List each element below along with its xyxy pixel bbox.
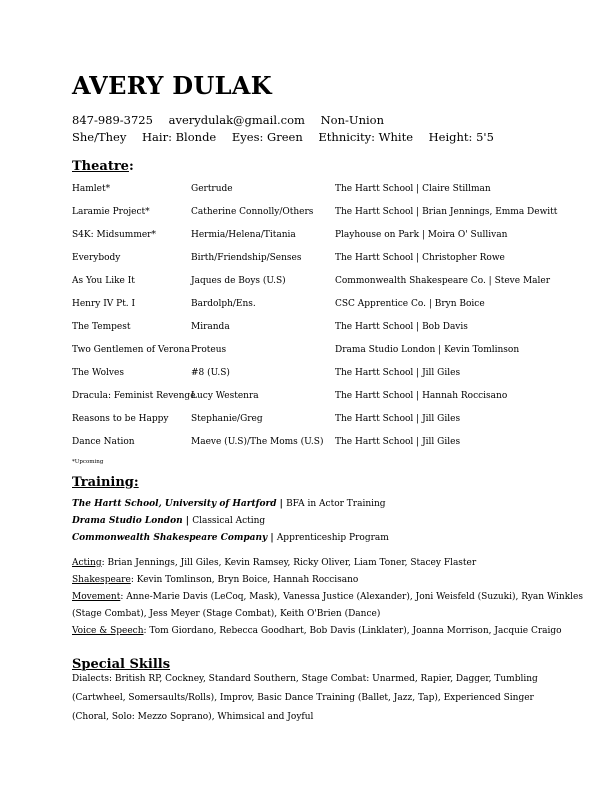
training-school: The Hartt School, University of Hartford — [72, 499, 277, 509]
teacher-line — [72, 591, 583, 603]
theatre-row — [0, 320, 612, 334]
theatre-row — [0, 274, 612, 288]
theatre-heading-text: Theatre — [72, 159, 129, 174]
upcoming-note: *Upcoming — [72, 459, 104, 465]
theatre-venue: The Hartt School | Hannah Roccisano — [335, 391, 508, 401]
theatre-role: Birth/Friendship/Senses — [191, 253, 302, 263]
training-separator: | — [182, 516, 193, 526]
training-heading: Training: — [72, 475, 139, 490]
theatre-role: Maeve (U.S)/The Moms (U.S) — [191, 437, 324, 447]
theatre-row — [0, 251, 612, 265]
theatre-role: Gertrude — [191, 184, 233, 194]
theatre-venue: The Hartt School | Bob Davis — [335, 322, 468, 332]
theatre-show: Dracula: Feminist Revenge — [72, 391, 196, 401]
contact-line — [72, 113, 396, 127]
theatre-row — [0, 389, 612, 403]
theatre-venue: CSC Apprentice Co. | Bryn Boice — [335, 299, 485, 309]
teacher-category: Movement — [72, 592, 121, 602]
theatre-row — [0, 228, 612, 242]
stats-line — [72, 130, 506, 144]
theatre-row — [0, 205, 612, 219]
training-school: Commonwealth Shakespeare Company — [72, 533, 268, 543]
pronouns: She/They — [72, 130, 127, 144]
training-program — [72, 532, 389, 544]
training-program-name: Apprenticeship Program — [276, 533, 389, 543]
theatre-show: The Wolves — [72, 368, 124, 378]
theatre-role: Proteus — [191, 345, 227, 355]
theatre-role: Jaques de Boys (U.S) — [191, 276, 286, 286]
theatre-role: Lucy Westenra — [191, 391, 259, 401]
theatre-venue: The Hartt School | Brian Jennings, Emma Dewitt — [335, 207, 558, 217]
theatre-role: Stephanie/Greg — [191, 414, 263, 424]
theatre-show: Henry IV Pt. I — [72, 299, 136, 309]
training-program — [72, 515, 265, 527]
teacher-names: : Anne-Marie Davis (LeCoq, Mask), Vanessa Justice (Alexander), Joni Weisfeld (Suzuki), Ryan Winkles — [120, 592, 583, 602]
teacher-line — [72, 625, 562, 637]
theatre-venue: Drama Studio London | Kevin Tomlinson — [335, 345, 520, 355]
actor-name: AVERY DULAK — [72, 71, 272, 100]
teacher-category: Acting — [72, 558, 102, 568]
theatre-role: Hermia/Helena/Titania — [191, 230, 296, 240]
theatre-venue: The Hartt School | Jill Giles — [335, 368, 461, 378]
teacher-names: : Tom Giordano, Rebecca Goodhart, Bob Davis (Linklater), Joanna Morrison, Jacquie Craigo — [143, 626, 562, 636]
teacher-category: Shakespeare — [72, 575, 131, 585]
eye-color: Eyes: Green — [231, 130, 303, 144]
theatre-venue: The Hartt School | Claire Stillman — [335, 184, 491, 194]
teacher-names: : Kevin Tomlinson, Bryn Boice, Hannah Roccisano — [130, 575, 359, 585]
hair-color: Hair: Blonde — [142, 130, 217, 144]
theatre-show: Reasons to be Happy — [72, 414, 169, 424]
theatre-row — [0, 435, 612, 449]
theatre-venue: Playhouse on Park | Moira O' Sullivan — [335, 230, 508, 240]
special-skills-text: Dialects: British RP, Cockney, Standard Southern, Stage Combat: Unarmed, Rapier, Dagger, Tumbling (Cartwheel, Somersaults/Rolls), Improv, Basic Dance Training (Ballet, Jazz, Tap), Experienced Singer (Choral, Solo: Mezzo Soprano), Whimsical and Joyful — [72, 674, 538, 722]
theatre-show: Hamlet* — [72, 184, 111, 194]
theatre-show: Everybody — [72, 253, 121, 263]
height: Height: 5'5 — [428, 130, 494, 144]
teacher-category: Voice & Speech — [72, 626, 144, 636]
theatre-role: Bardolph/Ens. — [191, 299, 256, 309]
teacher-line — [72, 557, 476, 569]
theatre-show: Dance Nation — [72, 437, 135, 447]
theatre-role: Catherine Connolly/Others — [191, 207, 314, 217]
theatre-row — [0, 412, 612, 426]
teacher-line — [72, 574, 358, 586]
ethnicity: Ethnicity: White — [318, 130, 413, 144]
teacher-names: : Brian Jennings, Jill Giles, Kevin Ramsey, Ricky Oliver, Liam Toner, Stacey Flaster — [101, 558, 477, 568]
theatre-row — [0, 366, 612, 380]
theatre-venue: The Hartt School | Jill Giles — [335, 414, 461, 424]
teacher-line — [72, 608, 380, 620]
theatre-heading-colon: : — [128, 159, 134, 174]
theatre-venue: Commonwealth Shakespeare Co. | Steve Maler — [335, 276, 551, 286]
theatre-show: Two Gentlemen of Verona — [72, 345, 190, 355]
theatre-heading — [72, 159, 134, 175]
theatre-show: S4K: Midsummer* — [72, 230, 156, 240]
training-school: Drama Studio London — [72, 516, 183, 526]
training-program-name: Classical Acting — [192, 516, 266, 526]
theatre-row — [0, 297, 612, 311]
training-program-name: BFA in Actor Training — [286, 499, 386, 509]
teacher-names: (Stage Combat), Jess Meyer (Stage Combat), Keith O'Brien (Dance) — [72, 609, 381, 619]
theatre-row — [0, 182, 612, 196]
theatre-role: #8 (U.S) — [191, 368, 230, 378]
theatre-venue: The Hartt School | Christopher Rowe — [335, 253, 505, 263]
theatre-role: Miranda — [191, 322, 230, 332]
training-program — [72, 498, 386, 510]
theatre-venue: The Hartt School | Jill Giles — [335, 437, 461, 447]
training-separator: | — [267, 533, 277, 543]
theatre-row — [0, 343, 612, 357]
training-separator: | — [276, 499, 287, 509]
theatre-show: The Tempest — [72, 322, 131, 332]
special-skills-heading: Special Skills — [72, 657, 171, 672]
email-address: averydulak@gmail.com — [168, 113, 305, 127]
theatre-show: As You Like It — [72, 276, 135, 286]
theatre-show: Laramie Project* — [72, 207, 150, 217]
union-status: Non-Union — [320, 113, 384, 127]
phone-number: 847-989-3725 — [72, 113, 153, 127]
